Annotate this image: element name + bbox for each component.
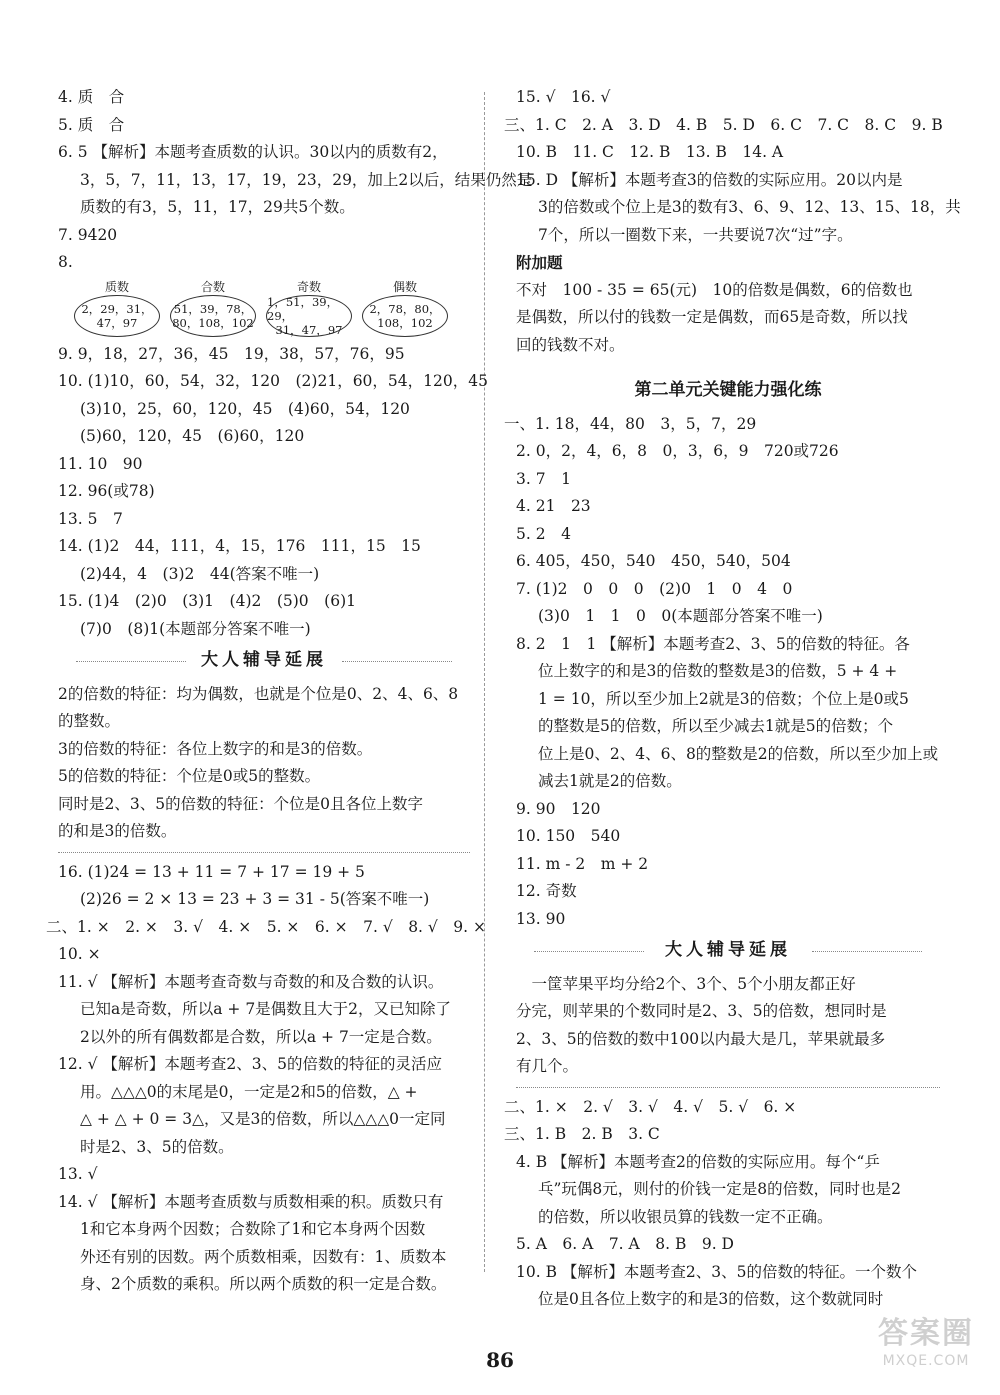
oval-title: 质数	[104, 279, 129, 294]
oval-line: 108，102	[377, 315, 433, 330]
watermark-main: 答案圈	[878, 1316, 974, 1351]
answer-line: 的倍数，所以收银员算的钱数一定不正确。	[538, 1207, 833, 1226]
answer-line: 1和它本身两个因数；合数除了1和它本身两个因数	[80, 1220, 426, 1238]
watermark-sub: MXQE.COM	[882, 1353, 970, 1369]
answer-line: 用。△△△0的末尾是0，一定是2和5的倍数，△ +	[80, 1082, 418, 1101]
oval-title: 合数	[200, 279, 225, 294]
answer-line: 5. 质 合	[58, 115, 125, 134]
oval-group	[362, 279, 448, 337]
watermark-logo	[866, 1315, 986, 1385]
q8-row	[58, 249, 470, 277]
answer-line: △ + △ + 0 = 3△，又是3的倍数，所以△△△0一定同	[80, 1110, 446, 1128]
answer-line: 15. √ 16. √	[516, 88, 611, 106]
answer-line: 外还有别的因数。两个质数相乘，因数有：1、质数本	[80, 1247, 447, 1266]
right-answers-bottom	[504, 1094, 940, 1314]
answer-line: 10. B 11. C 12. B 13. B 14. A	[516, 143, 784, 161]
answer-line: 9. 90 120	[516, 799, 601, 818]
answer-line: 时是2、3、5的倍数。	[80, 1137, 234, 1156]
extra-answers	[516, 277, 940, 360]
unit-section-title: 第二单元关键能力强化练	[634, 380, 822, 400]
extra-title: 附加题	[516, 253, 563, 272]
guide-line: 有几个。	[516, 1057, 579, 1075]
oval-shape	[266, 295, 352, 337]
answer-line: 7. 9420	[58, 225, 118, 244]
guide-line: 分完，则苹果的个数同时是2、3、5的倍数，想同时是	[516, 1002, 887, 1020]
answer-line: 三、1. C 2. A 3. D 4. B 5. D 6. C 7. C 8. C 9. B	[504, 115, 943, 134]
answer-line: 13. 5 7	[58, 509, 123, 528]
extra-line: 不对 100 - 35 = 65(元) 10的倍数是偶数，6的倍数也	[516, 280, 913, 299]
left-answers-bottom	[46, 859, 486, 1299]
answer-line: 15. D 【解析】本题考查3的倍数的实际应用。20以内是	[516, 170, 903, 189]
answer-line: 6. 405，450，540 450，540，504	[516, 552, 791, 570]
oval-line: 2，78，80，	[369, 301, 441, 316]
answer-line: 12. 96(或78)	[58, 482, 155, 500]
answer-line: (2)26 = 2 × 13 = 23 + 3 = 31 - 5(答案不唯一)	[80, 890, 430, 908]
answer-line: 11. m - 2 m + 2	[516, 854, 649, 873]
answer-line: 2. 0，2，4，6，8 0，3，6，9 720或726	[516, 442, 839, 460]
right-answers-top	[504, 84, 961, 249]
answer-line: 4. 质 合	[58, 88, 125, 106]
answer-line: 12. √ 【解析】本题考查2、3、5的倍数的特征的灵活应	[58, 1055, 442, 1073]
answer-line: (3)0 1 1 0 0(本题部分答案不唯一)	[538, 607, 823, 625]
answer-line: 位上是0、2、4、6、8的整数是2的倍数，所以至少加上或	[538, 744, 939, 763]
answer-line: 减去1就是2的倍数。	[538, 772, 682, 790]
answer-line: 位是0且各位上数字的和是3的倍数，这个数就同时	[538, 1290, 884, 1308]
answer-line: 2以外的所有偶数都是合数，所以a + 7一定是合数。	[80, 1027, 442, 1046]
guide-line: 一筐苹果平均分给2个、3个、5个小朋友都正好	[516, 974, 856, 993]
parent-guide-title-right: 大人辅导延展	[516, 937, 940, 965]
page-number: 86	[486, 1348, 514, 1372]
guide-line: 2的倍数的特征：均为偶数，也就是个位是0、2、4、6、8	[58, 684, 459, 703]
oval-group	[170, 279, 256, 337]
answer-line: 5. 2 4	[516, 524, 571, 543]
answer-line: 1 = 10，所以至少加上2就是3的倍数；个位上是0或5	[538, 689, 909, 708]
answer-line: 二、1. × 2. √ 3. √ 4. √ 5. √ 6. ×	[504, 1097, 797, 1116]
guide-line: 5的倍数的特征：个位是0或5的整数。	[58, 767, 321, 785]
answer-line: 13. 90	[516, 909, 566, 928]
oval-line: 31，47，97	[275, 322, 343, 337]
oval-line: 80，108，102	[172, 315, 254, 330]
answer-line: 15. (1)4 (2)0 (3)1 (4)2 (5)0 (6)1	[58, 592, 356, 610]
oval-line: 47，97	[96, 315, 138, 330]
answer-line: 乓”玩偶8元，则付的价钱一定是8的倍数，同时也是2	[538, 1180, 902, 1198]
answer-line: 7. (1)2 0 0 0 (2)0 1 0 4 0	[516, 579, 793, 598]
answer-line: 14. (1)2 44，111，4，15，176 111，15 15	[58, 537, 421, 555]
answer-line: 4. 21 23	[516, 497, 591, 515]
answer-line: 13. √	[58, 1165, 98, 1183]
answer-line: 5. A 6. A 7. A 8. B 9. D	[516, 1235, 734, 1253]
extra-line: 回的钱数不对。	[516, 335, 625, 354]
answer-line: 14. √ 【解析】本题考查质数与质数相乘的积。质数只有	[58, 1192, 444, 1211]
answer-line: 三、1. B 2. B 3. C	[504, 1125, 660, 1143]
answer-line: 一、1. 18，44，80 3，5，7，29	[504, 414, 757, 433]
answer-line: 10. B 【解析】本题考查2、3、5的倍数的特征。一个数个	[516, 1262, 917, 1281]
answer-line: 质数的有3，5，11，17，29共5个数。	[80, 198, 355, 216]
answer-line: 11. 10 90	[58, 454, 143, 473]
answer-line: 10. ×	[58, 945, 101, 963]
oval-group	[74, 279, 160, 337]
answer-line: 二、1. × 2. × 3. √ 4. × 5. × 6. × 7. √ 8. √ 9. ×	[46, 917, 486, 936]
answer-line: 16. (1)24 = 13 + 11 = 7 + 17 = 19 + 5	[58, 862, 365, 881]
oval-shape	[362, 295, 448, 337]
left-answers-middle	[58, 341, 488, 644]
guide-line: 同时是2、3、5的倍数的特征：个位是0且各位上数字	[58, 794, 423, 813]
answer-line: (3)10，25，60，120，45 (4)60，54，120	[80, 399, 410, 418]
answer-line: (5)60，120，45 (6)60，120	[80, 427, 305, 445]
answer-line: 已知a是奇数，所以a + 7是偶数且大于2，又已知除了	[80, 1000, 452, 1018]
answer-line: (2)44，4 (3)2 44(答案不唯一)	[80, 564, 320, 583]
parent-guide-body-right	[516, 971, 940, 1088]
extra-line: 是偶数，所以付的钱数一定是偶数，而65是奇数，所以找	[516, 308, 908, 326]
answer-line: 6. 5 【解析】本题考查质数的认识。30以内的质数有2，	[58, 143, 448, 161]
answer-line: 位上数字的和是3的倍数的整数是3的倍数，5 + 4 +	[538, 662, 898, 680]
oval-title: 奇数	[296, 279, 321, 294]
guide-line: 3的倍数的特征：各位上数字的和是3的倍数。	[58, 739, 373, 758]
answer-line: 4. B 【解析】本题考查2的倍数的实际应用。每个“乒	[516, 1152, 880, 1171]
oval-group	[266, 279, 352, 337]
answer-line: 10. (1)10，60，54，32，120 (2)21，60，54，120，45	[58, 372, 488, 390]
q8-label: 8.	[58, 253, 73, 271]
answer-line: 7个，所以一圈数下来，一共要说7次“过”字。	[538, 225, 853, 244]
oval-shape	[74, 295, 160, 337]
guide-line: 2、3、5的倍数的数中100以内最大是几，苹果就最多	[516, 1029, 886, 1048]
guide-line: 的和是3的倍数。	[58, 822, 177, 840]
answer-line: 9. 9，18，27，36，45 19，38，57，76，95	[58, 344, 405, 363]
right-column	[504, 84, 961, 1314]
answer-line: 10. 150 540	[516, 827, 621, 845]
answer-line: 12. 奇数	[516, 882, 577, 900]
answer-line: 3的倍数或个位上是3的数有3、6、9、12、13、15、18，共	[538, 198, 961, 216]
number-classification-ovals	[74, 279, 470, 337]
parent-guide-body-left	[58, 681, 470, 853]
parent-guide-title-left: 大人辅导延展	[58, 647, 470, 675]
guide-line: 的整数。	[58, 712, 121, 730]
answer-line: 3. 7 1	[516, 469, 571, 488]
left-column	[46, 84, 533, 1299]
answer-line: 的整数是5的倍数，所以至少减去1就是5的倍数；个	[538, 717, 894, 735]
oval-line: 51，39，78，	[173, 301, 253, 316]
answer-line: 3，5，7，11，13，17，19，23，29，加上2以后，结果仍然是	[80, 170, 533, 189]
answer-line: 身、2个质数的乘积。所以两个质数的积一定是合数。	[80, 1275, 447, 1293]
answer-line: 11. √ 【解析】本题考查奇数与奇数的和及合数的认识。	[58, 972, 444, 991]
oval-title: 偶数	[392, 279, 417, 294]
answer-line: (7)0 (8)1(本题部分答案不唯一)	[80, 619, 311, 638]
answer-line: 8. 2 1 1 【解析】本题考查2、3、5的倍数的特征。各	[516, 634, 910, 653]
oval-shape	[170, 295, 256, 337]
oval-line: 1，51，39，29，	[267, 294, 339, 323]
oval-line: 2，29，31，	[81, 301, 153, 316]
right-answers-middle	[504, 411, 940, 934]
column-divider	[484, 92, 485, 1272]
left-answers-top	[58, 84, 533, 249]
